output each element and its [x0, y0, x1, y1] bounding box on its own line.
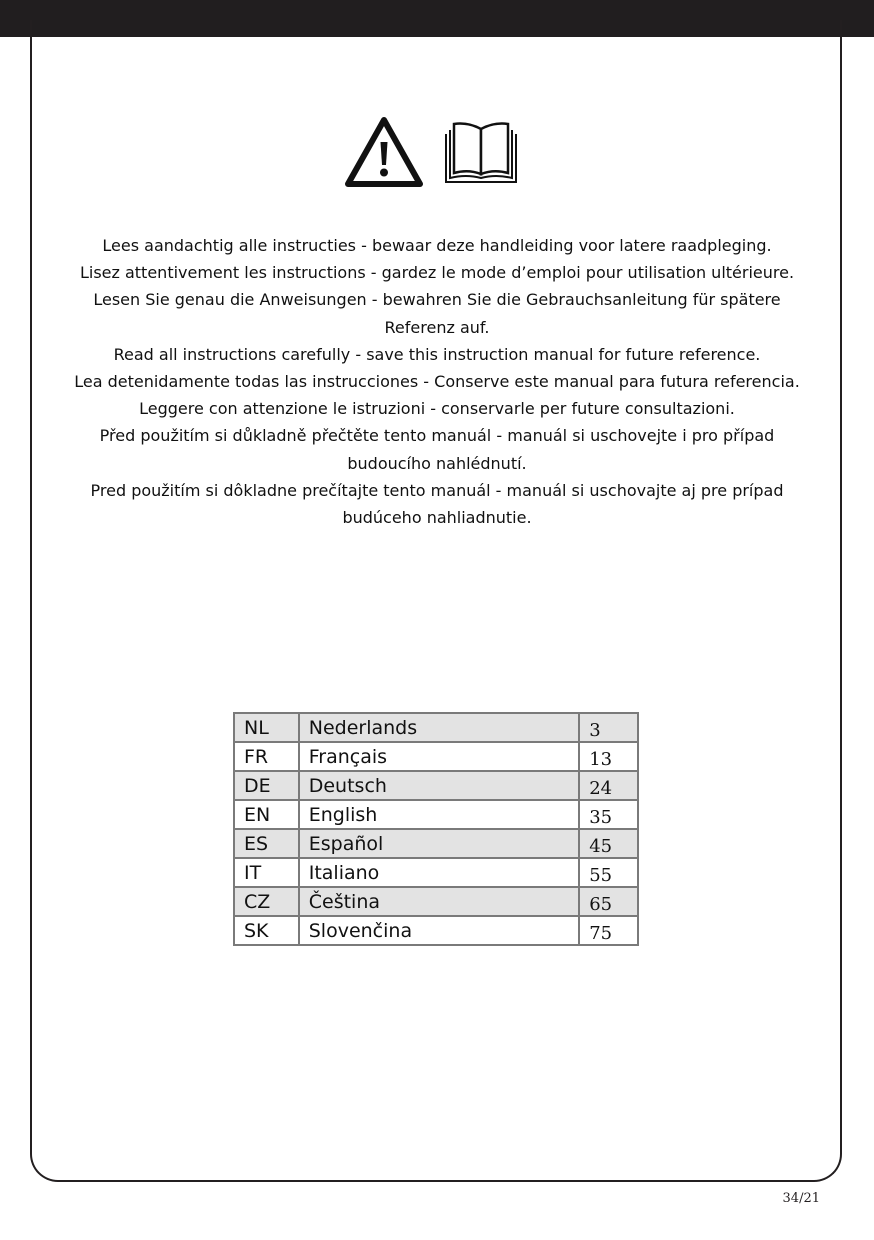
table-row: [234, 713, 638, 742]
warning-triangle-icon: [344, 116, 424, 188]
language-code: EN: [234, 800, 299, 829]
instruction-cz: Před použitím si důkladně přečtěte tento manuál - manuál si uschovejte i pro případ budoucího nahlédnutí.: [99, 426, 775, 473]
instruction-nl: Lees aandachtig alle instructies - bewaar deze handleiding voor latere raadpleging.: [102, 236, 772, 255]
table-row: [234, 742, 638, 771]
language-page: 55: [579, 858, 638, 887]
language-name: Nederlands: [299, 713, 579, 742]
language-name: English: [299, 800, 579, 829]
page-frame: [30, 20, 842, 1182]
multilingual-instructions: [70, 232, 804, 531]
table-row: [234, 800, 638, 829]
language-code: SK: [234, 916, 299, 945]
language-page: 35: [579, 800, 638, 829]
language-name: Français: [299, 742, 579, 771]
table-row: [234, 916, 638, 945]
page-number: 34/21: [782, 1191, 820, 1206]
language-page: 3: [579, 713, 638, 742]
instruction-es: Lea detenidamente todas las instrucciones - Conserve este manual para futura referencia.: [74, 372, 800, 392]
language-page: 13: [579, 742, 638, 771]
language-code: IT: [234, 858, 299, 887]
instruction-fr: Lisez attentivement les instructions - gardez le mode d’emploi pour utilisation ultérieure.: [79, 263, 795, 283]
language-page: 65: [579, 887, 638, 916]
language-table: [233, 712, 639, 946]
language-name: Español: [299, 829, 579, 858]
language-code: FR: [234, 742, 299, 771]
instruction-de: Lesen Sie genau die Anweisungen - bewahren Sie die Gebrauchsanleitung für spätere Referenz auf.: [93, 290, 781, 337]
table-row: [234, 771, 638, 800]
language-page: 45: [579, 829, 638, 858]
language-page: 75: [579, 916, 638, 945]
language-code: ES: [234, 829, 299, 858]
instruction-sk: Pred použitím si dôkladne prečítajte tento manuál - manuál si uschovajte aj pre prípad budúceho nahliadnutie.: [90, 480, 784, 528]
safety-icons: [344, 116, 524, 188]
language-name: Slovenčina: [299, 916, 579, 945]
language-code: DE: [234, 771, 299, 800]
language-page: 24: [579, 771, 638, 800]
table-row: [234, 829, 638, 858]
language-name: Čeština: [299, 887, 579, 916]
instruction-en: Read all instructions carefully - save this instruction manual for future reference.: [113, 344, 761, 364]
table-row: [234, 887, 638, 916]
language-code: NL: [234, 713, 299, 742]
language-name: Deutsch: [299, 771, 579, 800]
open-book-icon: [442, 120, 520, 186]
table-row: [234, 858, 638, 887]
instruction-it: Leggere con attenzione le istruzioni - conservarle per future consultazioni.: [139, 399, 735, 419]
language-code: CZ: [234, 887, 299, 916]
language-name: Italiano: [299, 858, 579, 887]
